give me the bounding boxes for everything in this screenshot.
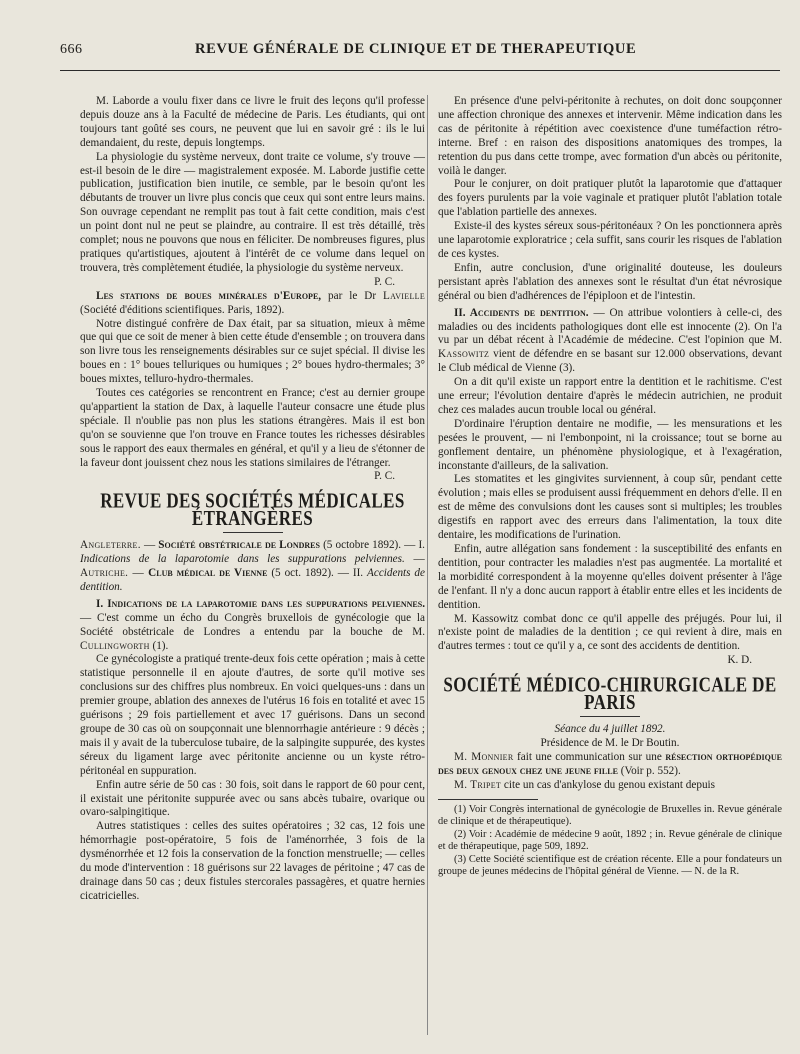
paragraph: Notre distingué confrère de Dax était, par sa situation, mieux à même que qui que ce soit de mener à bien cette étude d'ensemble ; on trouvera dans son livre tous les renseignements désirables sur ce sujet spécial. Il divise les boues en : 1° boues telluriques ou humiques ; 2° boues hydro-thermales; 3° boues mixtes, telluro-hydro-thermales.	[80, 317, 425, 386]
article-title: II. Accidents de dentition.	[454, 306, 589, 319]
header-rule	[60, 70, 780, 71]
section-title: SOCIÉTÉ MÉDICO-CHIRURGICALE DE PARIS	[443, 672, 777, 715]
paragraph: Toutes ces catégories se rencontrent en France; c'est au dernier groupe qu'appartient la station de Dax, à laquelle l'auteur consacre une étude plus spéciale. Il n'oublie pas non plus les stations étrangères. Mais il est bon qu'on se souvienne que l'on trouve en France toutes les richesses désirables sous le rapport des eaux thermales en général, et qu'il y a lieu de s'étonner de la faveur dont jouissent chez nous les stations similaires de l'étranger.	[80, 387, 425, 469]
session-president: Présidence de M. le Dr Boutin.	[540, 736, 680, 749]
paragraph: M. Kassowitz combat donc ce qu'il appelle des préjugés. Pour lui, il n'existe point de maladies de la dentition ; ce qui revient à dire, mais en d'autres termes : tout ce qu'il y a, ce sont des accidents de dentition.	[438, 612, 782, 653]
paragraph: Enfin, autre conclusion, d'une originalité douteuse, les douleurs persistant après l'ablation des annexes sont le résultat d'un état névrosique général ou bien d'adhérences de l'épiploon et de l'intestin.	[438, 261, 782, 302]
paragraph: Autres statistiques : celles des suites opératoires ; 32 cas, 12 fois une hémorrhagie post-opératoire, 5 fois de l'aménorrhée, 3 fois de la dysménorrhée et 12 fois la conservation de la fonction menstruelle; — celles du mode d'intervention : 18 guérisons sur 22 lavages de péritoine ; 47 cas de drainage dans 50 cas ; deux fistules stercorales passagères, et quatre hernies cicatricielles.	[80, 820, 425, 902]
article-title: I. Indications de la laparotomie dans les suppurations pelviennes.	[96, 597, 425, 610]
page-header	[60, 43, 780, 63]
footnote-rule	[438, 799, 538, 800]
paragraph: M. Laborde a voulu fixer dans ce livre le fruit des leçons qu'il professe depuis douze ans à la Faculté de médecine de Paris. Les étudiants, qui ont toujours tant goûté ses cours, ne peuvent que lui en savoir gré : ils le lui demandaient, du reste, depuis longtemps.	[80, 95, 425, 149]
page-number: 666	[60, 42, 83, 57]
footnote: (3) Cette Société scientifique est de création récente. Elle a pour fondateurs un groupe de jeunes médecins de l'hôpital général de Vienne. — N. de la R.	[438, 853, 782, 878]
section-title: REVUE DES SOCIÉTÉS MÉDICALES ÉTRANGÈRES	[100, 489, 405, 531]
signature: P. C.	[374, 275, 395, 288]
paragraph: Enfin, autre allégation sans fondement : la susceptibilité des enfants en dentition, pour contracter les maladies n'est pas augmentée. La mortalité et la morbidité correspondent à la moyenne qu'elles doivent présenter à l'âge de l'enfant. Il n'y a donc aucun rapport à établir entre elles et les incidents de dentition.	[438, 543, 782, 611]
session-date: Séance du 4 juillet 1892.	[554, 722, 666, 735]
paragraph: Enfin autre série de 50 cas : 30 fois, soit dans le rapport de 60 pour cent, il existait une péritonite suppurée avec ou sans abcès tubaire, ovarique ou ovaro-salpingitique.	[80, 778, 425, 819]
section-summary: Angleterre. — Société obstétricale de Londres (5 octobre 1892). — I. Indications de la laparotomie dans les suppurations pelviennes. — Autriche. — Club médical de Vienne (5 oct. 1892). — II. Accidents de dentition.	[80, 539, 425, 593]
paragraph: M. Monnier fait une communication sur une résection orthopédique des deux genoux chez une jeune fille (Voir p. 552).	[438, 750, 782, 777]
paragraph: Existe-il des kystes séreux sous-péritonéaux ? On les ponctionnera après une laparotomie exploratrice ; cela suffit, sans courir les risques de l'ablation de ces kystes.	[438, 220, 782, 260]
book-title: Les stations de boues minérales d'Europe,	[96, 289, 322, 302]
paragraph: Les stomatites et les gingivites surviennent, à coup sûr, pendant cette évolution ; mais elles se produisent aussi fréquemment en dehors d'elle. Il en est de même des convulsions dont les causes sont si multiples; les troubles digestifs en rapport avec des erreurs dans l'alimentation, la toux dite dentaire, les modifications de l'urination.	[438, 473, 782, 542]
signature: P. C.	[374, 470, 395, 483]
signature: K. D.	[727, 654, 752, 667]
paragraph: En présence d'une pelvi-péritonite à rechutes, on doit donc soupçonner une affection chronique des annexes et intervenir. Même indication dans les cas de péritonite à répétition avec coexistence d'une tuméfaction rétro-interne. Bref : en raison des dispositions anatomiques des trompes, la retention du pus dans cette trompe, avec formation d'un abcès ou péritonite, voilà le danger.	[438, 95, 782, 177]
running-title: REVUE GÉNÉRALE DE CLINIQUE ET DE THERAPEUTIQUE	[195, 41, 637, 57]
article-intro: II. Accidents de dentition. — On attribue volontiers à celle-ci, des maladies ou des incidents pathologiques dont elle est innocente (2). On l'a vu par un débat récent à l'Académie de médecine. C'est l'opinion que M. Kassowitz vient de défendre en se basant sur 12.000 observations, devant le Club médical de Vienne (3).	[438, 306, 782, 375]
paragraph: La physiologie du système nerveux, dont traite ce volume, s'y trouve — est-il besoin de le dire — magistralement exposée. M. Laborde justifie cette publication, justification bien inutile, ce semble, par le besoin qu'ont les débutants de trouver un livre plus concis que ceux qui sont entre leurs mains. Son ouvrage cependant ne remplit pas tout à fait cette condition, mais c'est un point dont nul ne peut se plaindre, au contraire. Il est très détaillé, très complet; nous ne pouvons que nous en féliciter. De nombreuses figures, plus pratiques qu'artistiques, ajoutent à l'intérêt de ce volume dans lequel on trouvera, très complètement étudiée, la physiologie du système nerveux.	[80, 150, 425, 274]
section-rule	[223, 532, 283, 533]
right-column	[438, 95, 782, 879]
author-name: Lavielle	[383, 289, 425, 302]
paragraph: Pour le conjurer, on doit pratiquer plutôt la laparotomie que d'attaquer des foyers purulents par la voie vaginale et pratiquer plutôt l'ablation totale que l'ablation partielle des annexes.	[438, 178, 782, 219]
paragraph: M. Tripet cite un cas d'ankylose du genou existant depuis	[454, 778, 716, 791]
paragraph: D'ordinaire l'éruption dentaire ne modifie, — les mensurations et les pesées le prouvent, — ni l'embonpoint, ni la croissance; tout se borne au gonflement dentaire, un phénomène physiologique, et à l'exagération, inconstante d'ailleurs, de la salivation.	[438, 417, 782, 472]
paragraph: Ce gynécologiste a pratiqué trente-deux fois cette opération ; mais à cette statistique personnelle il en ajoute d'autres, de sorte qu'il motive ses conclusions sur des chiffres plus nombreux. En voici quelques-uns : dans un premier groupe, ablation des annexes de l'utérus 16 fois en totalité et avec 15 guérisons ; 29 fois partiellement et avec 17 guérisons. Dans un second groupe de 30 cas où on soupçonnait une blennorrhagie antérieure : 9 décès ; mais il y avait de la tuberculose tubaire, de la salpingite suppurée, des kystes séreux du ligament large avec péritonite ancienne ou un kyste rétro-péritonéal en suppuration.	[80, 653, 425, 777]
section-rule	[580, 716, 640, 717]
footnote: (1) Voir Congrès international de gynécologie de Bruxelles in. Revue générale de clinique et de thérapeutique).	[438, 803, 782, 828]
column-divider	[427, 95, 428, 1035]
book-review-heading: Les stations de boues minérales d'Europe, par le Dr Lavielle (Société d'éditions scientifiques. Paris, 1892).	[80, 289, 425, 316]
footnote: (2) Voir : Académie de médecine 9 août, 1892 ; in. Revue générale de clinique et de thérapeutique, page 509, 1892.	[438, 828, 782, 853]
footnotes	[438, 804, 782, 880]
paragraph: On a dit qu'il existe un rapport entre la dentition et le rachitisme. C'est une erreur; l'évolution dentaire d'après le médecin autrichien, ne produit chez ces malades aucun trouble local ou général.	[438, 376, 782, 416]
article-intro: I. Indications de la laparotomie dans les suppurations pelviennes. — C'est comme un écho du Congrès bruxellois de gynécologie que la Société obstétricale de Londres a entendu par la bouche de M. Cullingworth (1).	[80, 597, 425, 652]
left-column	[80, 95, 425, 904]
